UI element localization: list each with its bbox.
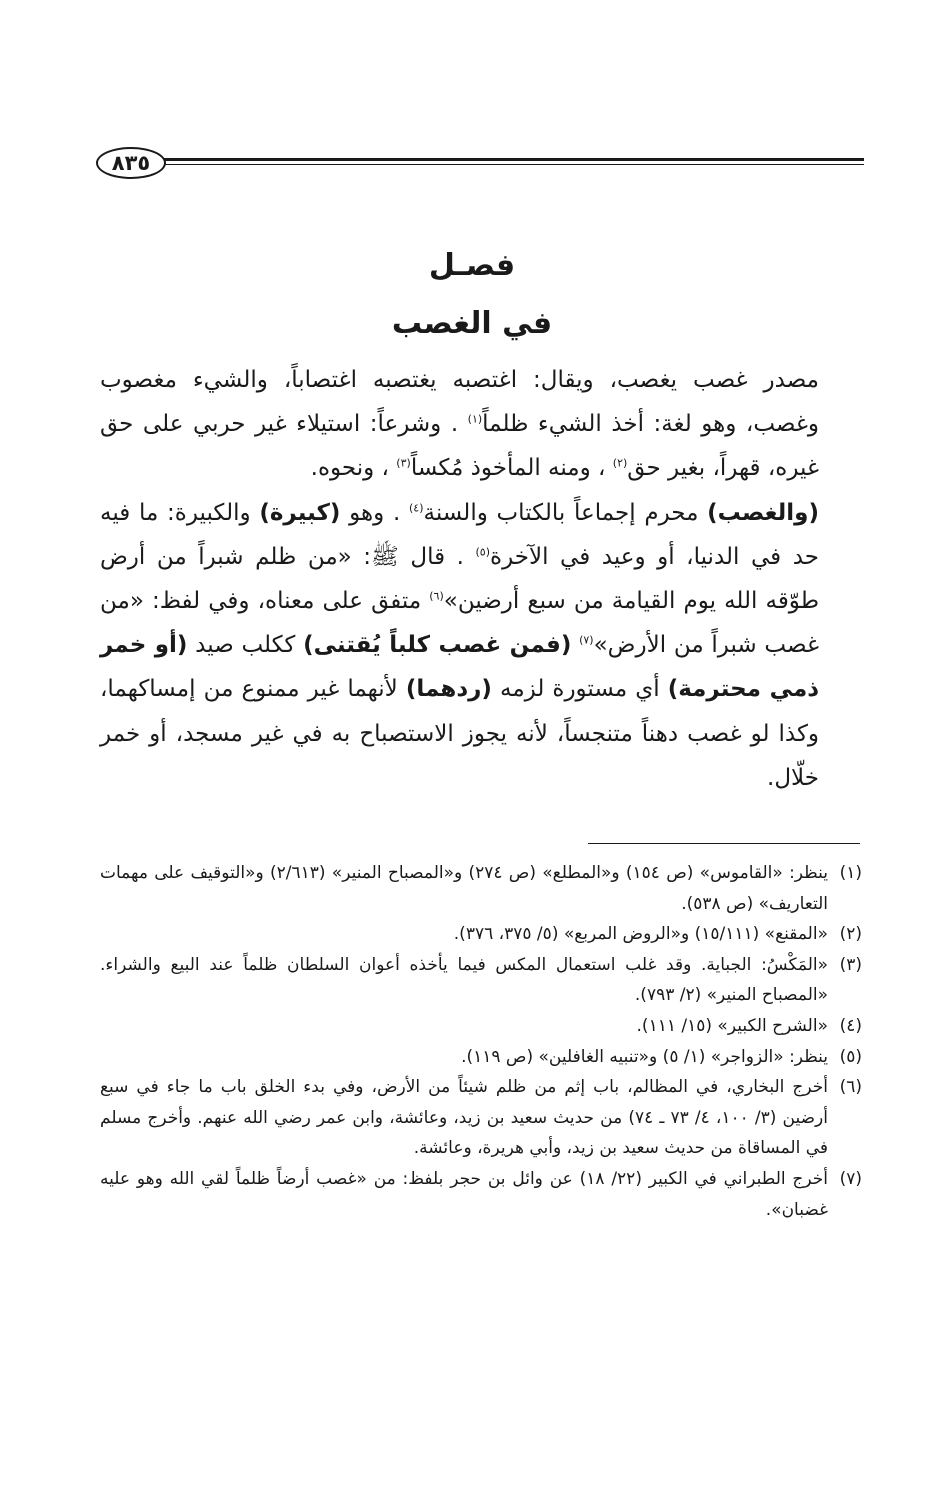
text-run: ككلب صيد [187, 632, 304, 659]
footnote-ref: (٥) [475, 545, 491, 559]
footnote-number: (١) [839, 863, 862, 883]
text-run: مصدر غصب يغصب، ويقال: اغتصبه يغتصبه اغتصاباً، والشيء مغصوب وغصب، وهو لغة: أخذ الشيء ظلماً [100, 367, 819, 438]
footnote-text: أخرج البخاري، في المظالم، باب إثم من ظلم شيئاً من الأرض، وفي بدء الخلق باب ما جاء في سبع أرضين (٣/ ١٠٠، ٤/ ٧٣ ـ ٧٤) من حديث سعيد بن زيد، وعائشة، وابن عمر رضي الله عنهم. وأخرج مسلم في المساقاة من حديث سعيد بن زيد، وأبي هريرة، وعائشة. [100, 1077, 828, 1159]
footnote [100, 950, 862, 1011]
footnote-ref: (١) [467, 412, 483, 426]
footnotes [100, 858, 862, 1225]
footnote-ref: (٧) [579, 633, 594, 647]
footnote-ref: (٣) [396, 456, 411, 470]
text-run: محرم إجماعاً بالكتاب والسنة [423, 499, 708, 526]
paragraph-2 [100, 491, 819, 800]
text-run: ، ونحوه. [310, 455, 397, 482]
footnote-text: «المقنع» (١٥/١١١) و«الروض المربع» (٥/ ٣٧٥، ٣٧٦). [453, 924, 828, 945]
footnote [100, 1042, 862, 1073]
text-run: . قال ﷺ: «من ظلم شبراً من أرض طوّقه الله يوم القيامة من سبع أرضين» [100, 543, 819, 615]
footnote-number: (٦) [839, 1077, 862, 1098]
footnote-number: (٢) [839, 924, 862, 945]
footnote [100, 858, 862, 919]
footnote [100, 919, 862, 950]
footnote-number: (٣) [839, 954, 862, 975]
footnote-ref: (٦) [429, 589, 444, 603]
footnote [100, 1164, 862, 1225]
footnote-ref: (٤) [409, 500, 424, 514]
bold-term: (ردهما) [405, 676, 492, 703]
text-run: متفق على معناه، وفي لفظ: «من غصب شبراً من الأرض» [100, 588, 819, 659]
bold-term: (كبيرة) [259, 499, 341, 526]
bold-term: (فمن غصب كلباً يُقتنى) [303, 632, 572, 659]
text-run [571, 632, 579, 658]
text-run: ، ومنه المأخوذ مُكساً [410, 455, 613, 482]
footnote-text: ينظر: «القاموس» (ص ١٥٤) و«المطلع» (ص ٢٧٤) و«المصباح المنير» (٢/٦١٣) و«التوقيف على مهمات التعاريف» (ص ٥٣٨). [100, 863, 828, 914]
footnote-text: أخرج الطبراني في الكبير (٢٢/ ١٨) عن وائل بن حجر بلفظ: من «غصب أرضاً ظلماً لقي الله وهو عليه غضبان». [100, 1168, 828, 1220]
footnote-text: «المَكْسُ: الجباية. وقد غلب استعمال المكس فيما يأخذه أعوان السلطان ظلماً عند البيع والشراء. «المصباح المنير» (٢/ ٧٩٣). [100, 954, 828, 1006]
footnote-number: (٧) [839, 1168, 862, 1189]
footnote [100, 1011, 862, 1042]
header-rule-thin [164, 164, 864, 165]
page-header [96, 147, 864, 179]
text-run: أي مستورة لزمه [491, 676, 668, 703]
main-text [100, 358, 819, 800]
text-run: والكبيرة: ما فيه حد في الدنيا، أو وعيد في الآخرة [100, 499, 819, 570]
footnote-number: (٤) [839, 1015, 862, 1036]
footnote [100, 1072, 862, 1164]
footnote-text: ينظر: «الزواجر» (١/ ٥) و«تنبيه الغافلين» (ص ١١٩). [461, 1046, 828, 1067]
bold-term: (والغصب) [707, 499, 819, 526]
footnote-ref: (٢) [612, 456, 628, 470]
topic-heading: في الغصب [391, 306, 553, 341]
footnote-separator [588, 843, 860, 844]
text-run: لأنهما غير ممنوع من إمساكهما، وكذا لو غصب دهناً متنجساً، لأنه يجوز الاستصباح به في غير مسجد، أو خمر خلّال. [100, 676, 819, 791]
footnote-text: «الشرح الكبير» (١٥/ ١١١). [636, 1015, 828, 1036]
page-number: ٨٣٥ [96, 147, 166, 179]
footnote-number: (٥) [839, 1046, 862, 1067]
paragraph-1 [100, 358, 819, 491]
text-run: . وشرعاً: استيلاء غير حربي على حق غيره، قهراً، بغير حق [100, 411, 819, 482]
section-heading: فصـل [428, 248, 516, 283]
header-rule [164, 158, 864, 161]
bold-term: (أو خمر ذمي محترمة) [100, 632, 819, 703]
text-run: . وهو [340, 499, 409, 526]
